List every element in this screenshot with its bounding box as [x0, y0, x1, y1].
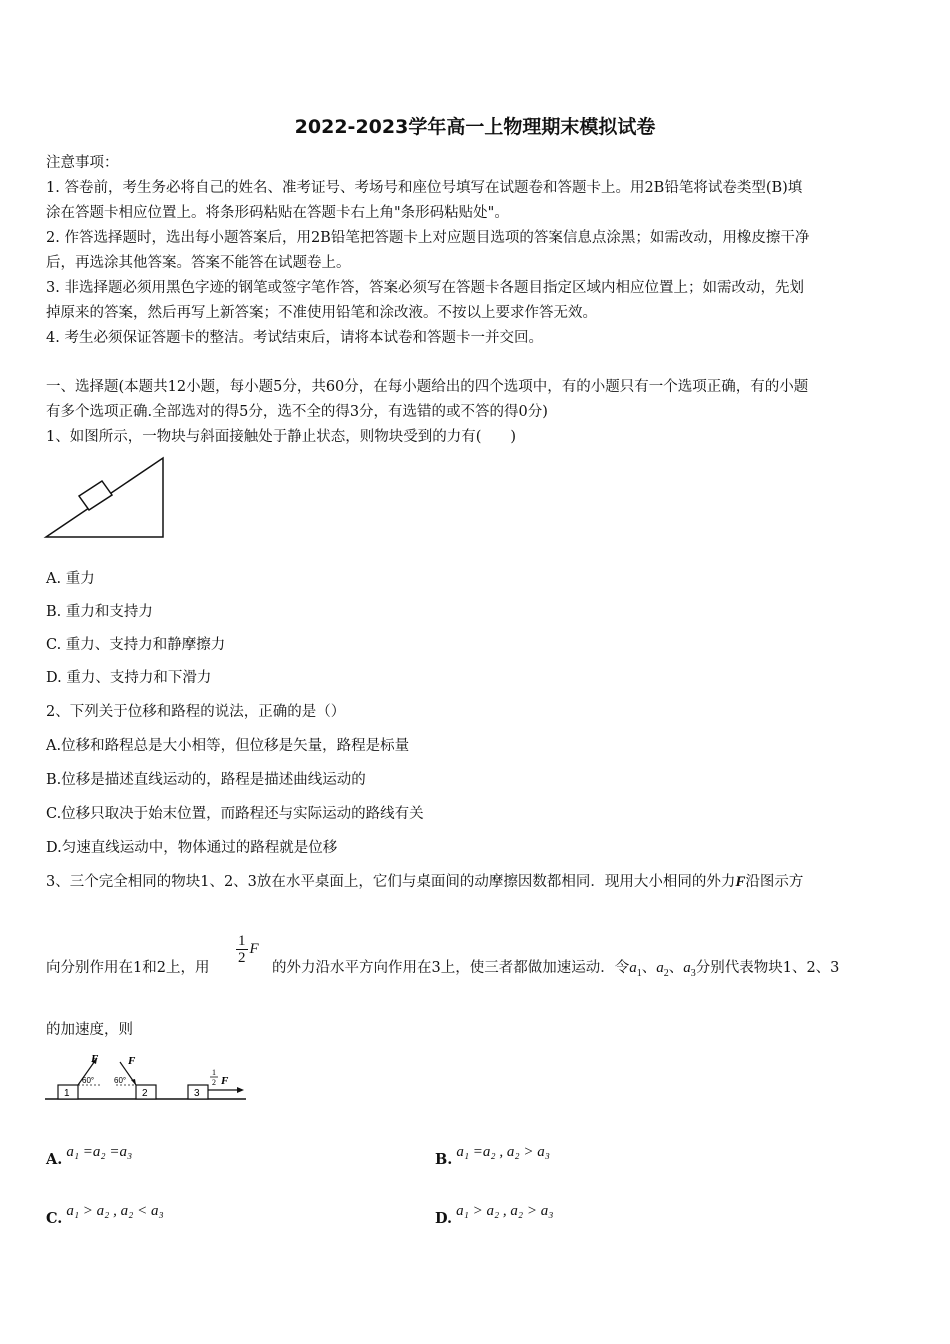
notice-line: 掉原来的答案，然后再写上新答案；不准使用铅笔和涂改液。不按以上要求作答无效。: [46, 305, 597, 321]
option-expression: a₁ > a₂ , a₂ > a₃: [456, 1203, 554, 1219]
option-expression: a₁ =a₂ =a₃: [66, 1144, 133, 1160]
force-symbol: F: [249, 941, 259, 957]
q1-option-d: D. 重力、支持力和下滑力: [46, 670, 212, 686]
block-on-incline: [79, 481, 112, 510]
q3-text: 沿图示方: [745, 874, 804, 890]
question-3-stem-line3: 的加速度，则: [46, 1022, 133, 1038]
arrow-head: [237, 1087, 244, 1093]
half-numerator: 1: [212, 1068, 216, 1077]
question-2-stem: 2、下列关于位移和路程的说法，正确的是（）: [46, 704, 346, 720]
notice-line: 后，再选涂其他答案。答案不能答在试题卷上。: [46, 255, 351, 271]
q2-option-a: A.位移和路程总是大小相等，但位移是矢量，路程是标量: [46, 738, 410, 754]
block-2-label: 2: [142, 1088, 148, 1099]
notice-line: 2. 作答选择题时，选出每小题答案后，用2B铅笔把答题卡上对应题目选项的答案信息点涂黑；如需改动，用橡皮擦干净: [46, 230, 810, 246]
force-label-2: F: [128, 1055, 136, 1067]
notice-line: 4. 考生必须保证答题卡的整洁。考试结束后，请将本试卷和答题卡一并交回。: [46, 330, 543, 346]
q3-text: 向分别作用在1和2上，用: [46, 960, 210, 976]
angle-label-1: 60°: [82, 1076, 95, 1085]
half-F-fraction: [236, 933, 259, 966]
accel-a1: $a_1$: [629, 960, 642, 979]
question-3-stem-line2b: 的外力沿水平方向作用在3上，使三者都做加速运动．令$a_1$、$a_2$、$a_3$分别代表物块1、2、3: [272, 960, 840, 979]
accel-a2: $a_2$: [656, 960, 669, 979]
q3-option-a: A. a₁ =a₂ =a₃: [46, 1144, 133, 1168]
q2-option-c: C.位移只取决于始末位置，而路程还与实际运动的路线有关: [46, 806, 424, 822]
angle-label-2: 60°: [114, 1076, 127, 1085]
fraction-numerator: 1: [238, 933, 246, 949]
option-expression: a₁ =a₂ , a₂ > a₃: [456, 1144, 550, 1160]
q3-option-c: C. a₁ > a₂ , a₂ < a₃: [46, 1203, 164, 1227]
question-3-stem-line2: [46, 958, 209, 978]
q3-text: 分别代表物块1、2、3: [695, 960, 840, 976]
q2-option-b: B.位移是描述直线运动的，路程是描述曲线运动的: [46, 772, 366, 788]
three-blocks-figure: [44, 1050, 249, 1105]
question-3-stem-line1: [46, 872, 803, 892]
notice-line: 涂在答题卡相应位置上。将条形码粘贴在答题卡右上角"条形码粘贴处"。: [46, 205, 509, 221]
q1-option-b: B. 重力和支持力: [46, 604, 153, 620]
q3-option-b: B. a₁ =a₂ , a₂ > a₃: [435, 1144, 550, 1168]
question-1-stem: 1、如图所示，一物块与斜面接触处于静止状态，则物块受到的力有( ): [46, 429, 517, 445]
q3-text: 的外力沿水平方向作用在3上，使三者都做加速运动．令: [272, 960, 630, 976]
half-denominator: 2: [212, 1078, 216, 1087]
accel-a3: $a_3$: [683, 960, 696, 979]
fraction: [236, 933, 248, 966]
block-3-label: 3: [194, 1088, 200, 1099]
notice-line: 1. 答卷前，考生务必将自己的姓名、准考证号、考场号和座位号填写在试题卷和答题卡上。用2B铅笔将试卷类型(B)填: [46, 180, 803, 196]
q3-text: 3、三个完全相同的物块1、2、3放在水平桌面上，它们与桌面间的动摩擦因数都相同．现用大小相同的外力: [46, 874, 736, 890]
q1-option-c: C. 重力、支持力和静摩擦力: [46, 637, 226, 653]
section-heading: 有多个选项正确.全部选对的得5分，选不全的得3分，有选错的或不答的得0分): [46, 404, 548, 420]
page-title: 2022-2023学年高一上物理期末模拟试卷: [294, 116, 656, 138]
section-heading: 一、选择题(本题共12小题，每小题5分，共60分，在每小题给出的四个选项中，有的小题只有一个选项正确，有的小题: [46, 379, 809, 395]
force-label-3: F: [221, 1075, 229, 1087]
force-symbol: F: [735, 874, 746, 890]
q3-option-d: D. a₁ > a₂ , a₂ > a₃: [435, 1203, 554, 1227]
fraction-denominator: 2: [238, 950, 246, 966]
force-label-1: F: [91, 1053, 99, 1065]
option-expression: a₁ > a₂ , a₂ < a₃: [66, 1203, 164, 1219]
notice-line: 3. 非选择题必须用黑色字迹的钢笔或签字笔作答，答案必须写在答题卡各题目指定区域内相应位置上；如需改动，先划: [46, 280, 804, 296]
q1-option-a: A. 重力: [46, 571, 95, 587]
q2-option-d: D.匀速直线运动中，物体通过的路程就是位移: [46, 840, 338, 856]
notice-heading: 注意事项：: [46, 155, 119, 171]
incline-figure: [44, 455, 169, 540]
arrow-head: [131, 1079, 136, 1085]
block-1-label: 1: [64, 1088, 70, 1099]
